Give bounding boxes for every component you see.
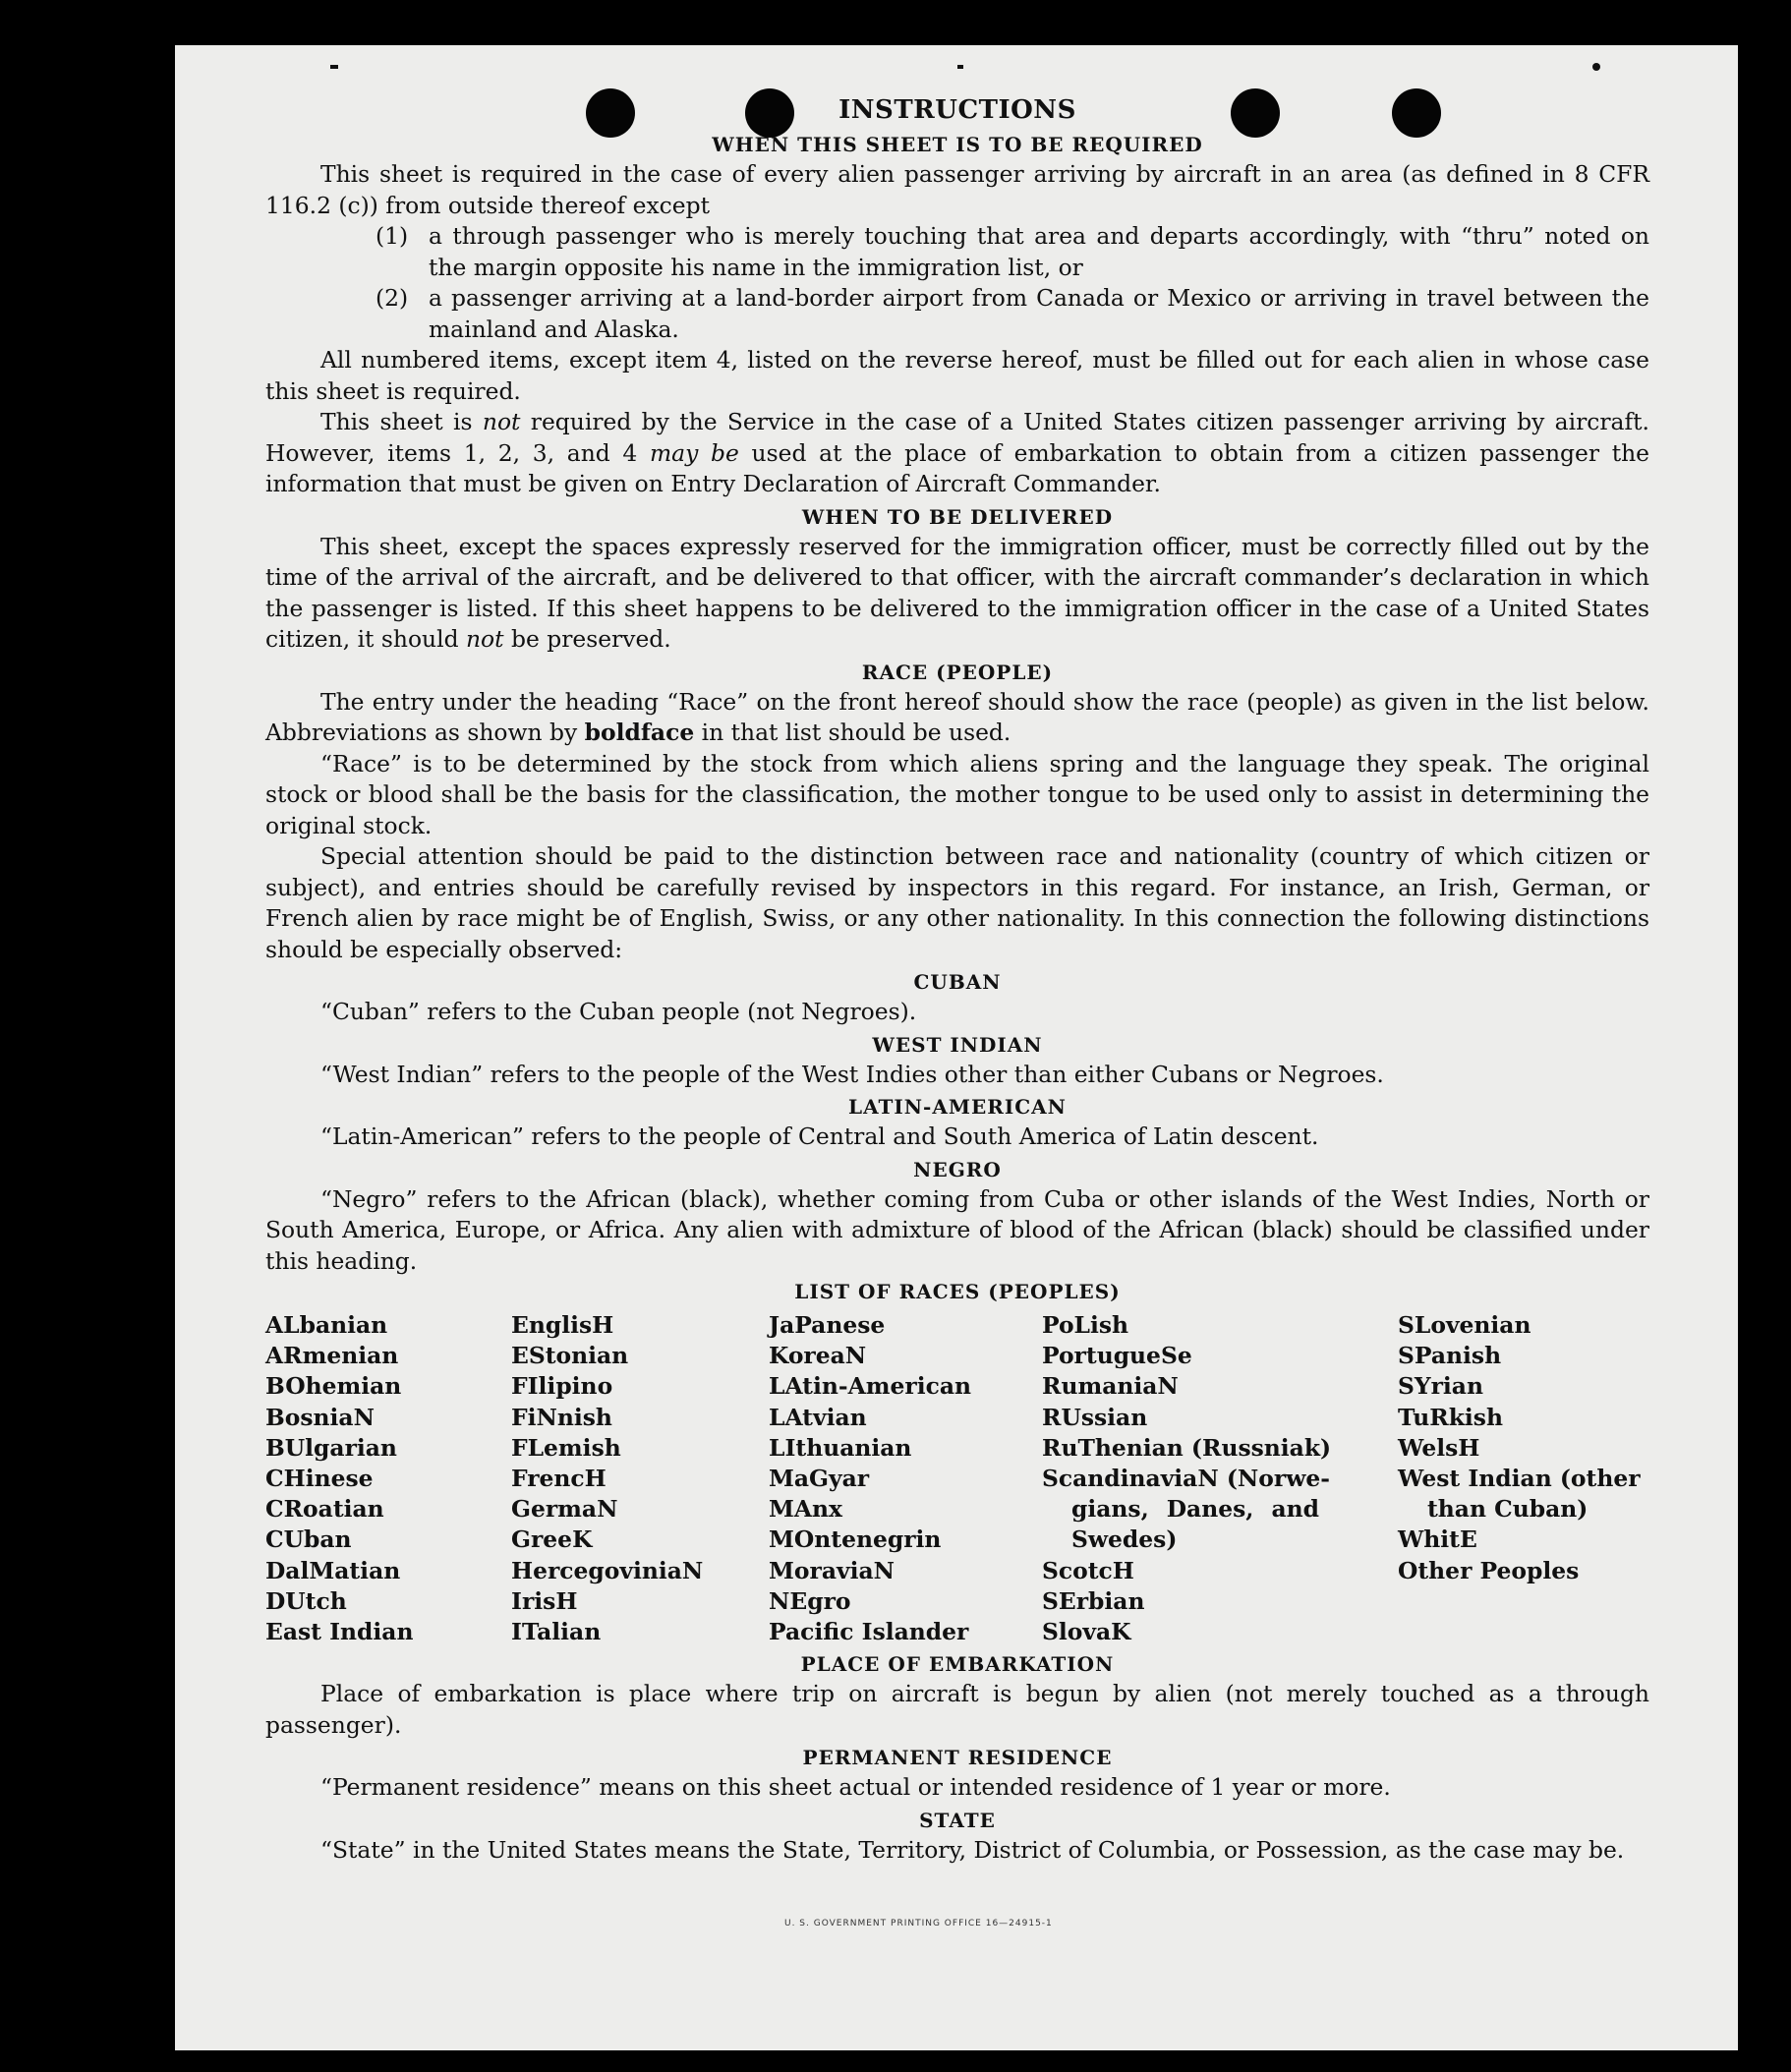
item-text: a through passenger who is merely touching that area and departs accordingly, with “thru” noted on the margin opposite his name in the immigration list, or bbox=[429, 222, 1649, 281]
definition-west-indian: “West Indian” refers to the people of the West Indies other than either Cubans or Negroes. bbox=[320, 1060, 1384, 1088]
race-entry: Pacific Islander bbox=[769, 1618, 969, 1646]
heading-west-indian: WEST INDIAN bbox=[872, 1032, 1043, 1057]
exception-item bbox=[376, 221, 1649, 283]
race-entry: PortugueSe bbox=[1042, 1342, 1192, 1370]
race-entry: IrisH bbox=[511, 1586, 578, 1615]
race-entry: MaGyar bbox=[769, 1465, 870, 1493]
race-entry: SLovenian bbox=[1398, 1311, 1531, 1339]
races-column-5 bbox=[1398, 1310, 1649, 1647]
race-entry: WelsH bbox=[1398, 1433, 1480, 1462]
race-entry: LIthuanian bbox=[769, 1433, 912, 1462]
race-entry: DUtch bbox=[265, 1586, 347, 1615]
race-entry: ARmenian bbox=[265, 1342, 399, 1370]
race-entry: PoLish bbox=[1042, 1311, 1129, 1339]
race-entry: RuThenian (Russniak) bbox=[1042, 1433, 1332, 1462]
paragraph: “Race” is to be determined by the stock from which aliens spring and the language they speak. The original stock or blood shall be the basis for the classification, the mother tongue to be used only to assist in determining the original stock. bbox=[265, 749, 1649, 839]
document-page bbox=[175, 45, 1738, 2050]
paragraph: The entry under the heading “Race” on the front hereof should show the race (people) as given in the list below. Abbreviations as shown by boldface in that list should be used. bbox=[265, 687, 1649, 746]
races-list bbox=[265, 1310, 1649, 1647]
race-entry: ScotcH bbox=[1042, 1556, 1134, 1584]
scan-speck bbox=[1592, 63, 1600, 71]
race-entry: CHinese bbox=[265, 1465, 374, 1493]
race-entry: SErbian bbox=[1042, 1586, 1145, 1615]
races-column-4 bbox=[1042, 1310, 1398, 1647]
race-entry: Other Peoples bbox=[1398, 1556, 1580, 1584]
item-number: (1) bbox=[376, 222, 409, 250]
paragraph: All numbered items, except item 4, listed on the reverse hereof, must be filled out for each alien in whose case this sheet is required. bbox=[265, 346, 1649, 405]
page-title: INSTRUCTIONS bbox=[838, 95, 1076, 125]
definition-cuban: “Cuban” refers to the Cuban people (not Negroes). bbox=[320, 998, 917, 1025]
race-entry: BOhemian bbox=[265, 1372, 402, 1401]
race-entry: MAnx bbox=[769, 1495, 842, 1524]
definition-place-of-embarkation: Place of embarkation is place where trip on aircraft is begun by alien (not merely touched as a through passenger). bbox=[265, 1680, 1649, 1739]
race-entry: SlovaK bbox=[1042, 1618, 1131, 1646]
heading-list-of-races: LIST OF RACES (PEOPLES) bbox=[794, 1280, 1121, 1303]
exception-item bbox=[376, 283, 1649, 345]
race-entry: RUssian bbox=[1042, 1403, 1148, 1431]
race-entry: TuRkish bbox=[1398, 1403, 1503, 1431]
race-entry: SYrian bbox=[1398, 1372, 1483, 1401]
race-entry-continued: than Cuban) bbox=[1427, 1495, 1589, 1524]
race-entry: CUban bbox=[265, 1525, 352, 1554]
heading-place-of-embarkation: PLACE OF EMBARKATION bbox=[800, 1652, 1115, 1677]
race-entry: FIlipino bbox=[511, 1372, 613, 1401]
heading-permanent-residence: PERMANENT RESIDENCE bbox=[802, 1746, 1113, 1770]
race-entry: FiNnish bbox=[511, 1403, 612, 1431]
printer-imprint: U. S. GOVERNMENT PRINTING OFFICE 16—24915-1 bbox=[784, 1919, 1053, 1928]
race-entry: WhitE bbox=[1398, 1525, 1477, 1554]
race-entry-continued: Swedes) bbox=[1071, 1525, 1178, 1554]
definition-negro: “Negro” refers to the African (black), whether coming from Cuba or other islands of the West Indies, North or South America, Europe, or Africa. Any alien with admixture of blood of the African (black) should be classified under this heading. bbox=[265, 1184, 1649, 1275]
race-entry: ALbanian bbox=[265, 1311, 388, 1339]
race-entry: MOntenegrin bbox=[769, 1525, 942, 1554]
heading-negro: NEGRO bbox=[913, 1157, 1002, 1181]
heading-race: RACE (PEOPLE) bbox=[861, 660, 1054, 684]
race-entry: West Indian (other bbox=[1398, 1465, 1641, 1493]
item-text: a passenger arriving at a land-border airport from Canada or Mexico or arriving in travel between the mainland and Alaska. bbox=[429, 284, 1649, 343]
races-column-3 bbox=[769, 1310, 1042, 1647]
definition-latin-american: “Latin-American” refers to the people of Central and South America of Latin descent. bbox=[320, 1122, 1319, 1150]
race-entry: EnglisH bbox=[511, 1311, 614, 1339]
race-entry: DalMatian bbox=[265, 1556, 401, 1584]
heading-latin-american: LATIN-AMERICAN bbox=[848, 1095, 1067, 1119]
definition-state: “State” in the United States means the State, Territory, District of Columbia, or Possession, as the case may be. bbox=[320, 1835, 1625, 1864]
instructions-body bbox=[265, 92, 1649, 1866]
race-entry: ScandinaviaN (Norwe- bbox=[1042, 1465, 1330, 1493]
heading-cuban: CUBAN bbox=[913, 970, 1002, 994]
race-entry: JaPanese bbox=[769, 1311, 886, 1339]
race-entry: KoreaN bbox=[769, 1342, 867, 1370]
race-entry: ITalian bbox=[511, 1618, 602, 1646]
race-entry: BUlgarian bbox=[265, 1433, 397, 1462]
race-entry: GreeK bbox=[511, 1525, 593, 1554]
race-entry: CRoatian bbox=[265, 1495, 384, 1524]
race-entry: HercegoviniaN bbox=[511, 1556, 704, 1584]
definition-permanent-residence: “Permanent residence” means on this sheet actual or intended residence of 1 year or more. bbox=[320, 1773, 1391, 1802]
race-entry: RumaniaN bbox=[1042, 1372, 1179, 1401]
race-entry: NEgro bbox=[769, 1586, 851, 1615]
race-entry: GermaN bbox=[511, 1495, 618, 1524]
race-entry: SPanish bbox=[1398, 1342, 1502, 1370]
race-entry: LAtin-American bbox=[769, 1372, 971, 1401]
race-entry: East Indian bbox=[265, 1618, 414, 1646]
race-entry-continued: gians, Danes, and bbox=[1071, 1495, 1319, 1524]
paragraph: This sheet is required in the case of every alien passenger arriving by aircraft in an area (as defined in 8 CFR 116.2 (c)) from outside thereof except bbox=[265, 160, 1649, 219]
paragraph-citizen: This sheet is not required by the Service in the case of a United States citizen passenger arriving by aircraft. However, items 1, 2, 3, and 4 may be used at the place of embarkation to obtain from a citizen passenger the information that must be given on Entry Declaration of Aircraft Commander. bbox=[265, 408, 1650, 497]
paragraph: This sheet, except the spaces expressly reserved for the immigration officer, must be correctly filled out by the time of the arrival of the aircraft, and be delivered to that officer, with the aircraft commander’s declaration in which the passenger is listed. If this sheet happens to be delivered to the immigration officer in the case of a United States citizen, it should not be preserved. bbox=[265, 532, 1649, 653]
races-column-2 bbox=[511, 1310, 769, 1647]
scan-speck bbox=[957, 65, 963, 69]
paragraph: Special attention should be paid to the distinction between race and nationality (country of which citizen or subject), and entries should be carefully revised by inspectors in this regard. For instance, an Irish, German, or French alien by race might be of English, Swiss, or any other nationality. In this connection the following distinctions should be especially observed: bbox=[265, 842, 1649, 963]
race-entry: BosniaN bbox=[265, 1403, 375, 1431]
heading-state: STATE bbox=[919, 1808, 996, 1832]
race-entry: FLemish bbox=[511, 1433, 621, 1462]
heading-when-required: WHEN THIS SHEET IS TO BE REQUIRED bbox=[712, 133, 1203, 156]
scan-speck bbox=[330, 65, 338, 69]
race-entry: LAtvian bbox=[769, 1403, 867, 1431]
item-number: (2) bbox=[376, 284, 409, 312]
heading-when-delivered: WHEN TO BE DELIVERED bbox=[801, 504, 1114, 529]
races-column-1 bbox=[265, 1310, 511, 1647]
race-entry: FrencH bbox=[511, 1465, 607, 1493]
race-entry: EStonian bbox=[511, 1342, 629, 1370]
race-entry: MoraviaN bbox=[769, 1556, 895, 1584]
